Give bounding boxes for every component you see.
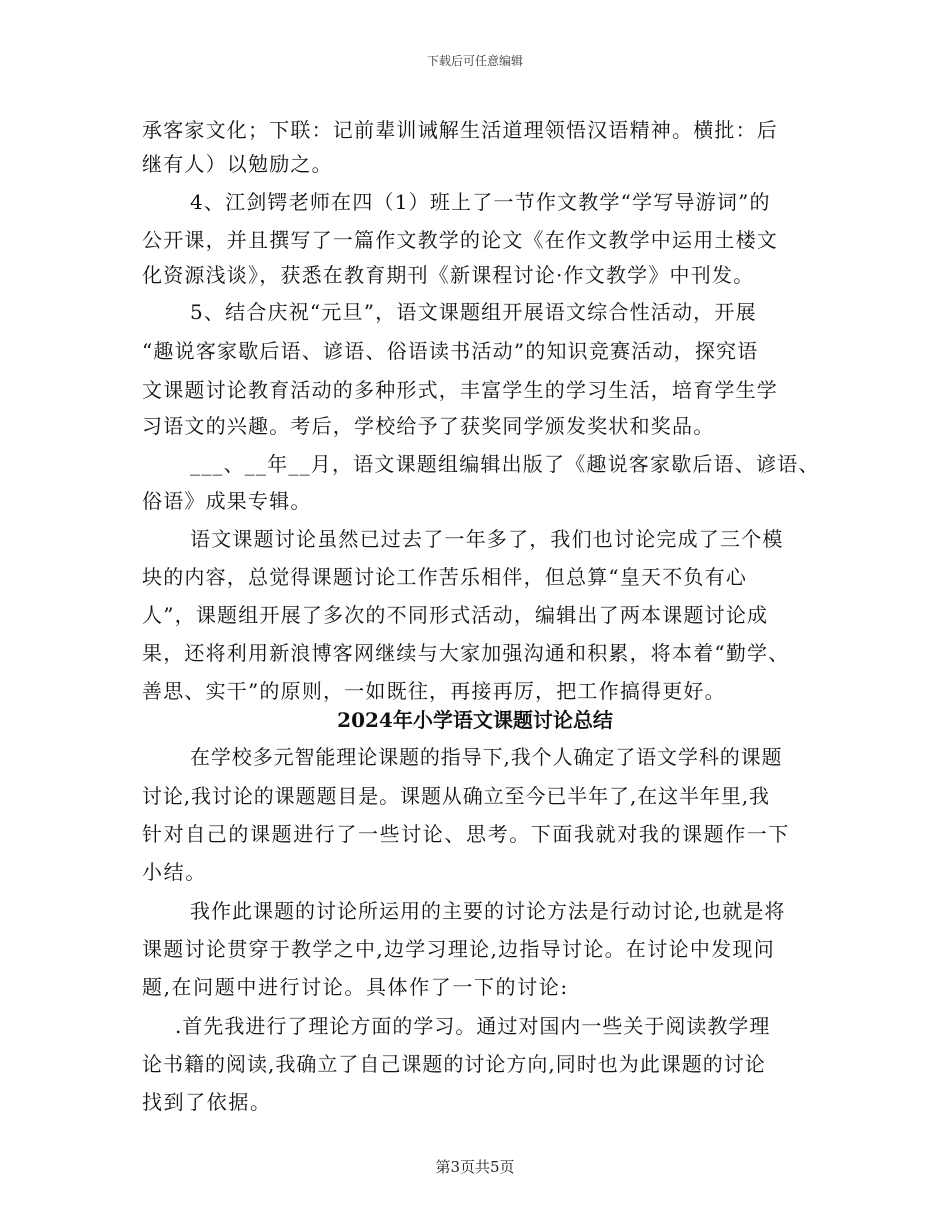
text-line: 找到了依据。 bbox=[142, 1090, 272, 1114]
page-footer: 第3页共5页 bbox=[435, 1158, 515, 1176]
text-line: 讨论,我讨论的课题题目是。课题从确立至今已半年了,在这半年里,我 bbox=[142, 784, 770, 808]
text-line: 针对自己的课题进行了一些讨论、思考。下面我就对我的课题作一下 bbox=[142, 822, 790, 846]
text-line: 题,在问题中进行讨论。具体作了一下的讨论: bbox=[142, 975, 569, 999]
text-line: 公开课，并且撰写了一篇作文教学的论文《在作文教学中运用土楼文 bbox=[142, 228, 778, 252]
text-line: 块的内容，总觉得课题讨论工作苦乐相伴，但总算“皇天不负有心 bbox=[142, 565, 748, 589]
text-line: 课题讨论贯穿于教学之中,边学习理论,边指导讨论。在讨论中发现问 bbox=[142, 937, 776, 961]
text-line: 继有人）以勉励之。 bbox=[142, 152, 333, 176]
text-line: 4、江剑锷老师在四（1）班上了一节作文教学“学写导游词”的 bbox=[190, 190, 771, 214]
text-line: 承客家文化；下联：记前辈训诫解生活道理领悟汉语精神。横批：后 bbox=[142, 118, 778, 142]
text-line: 论书籍的阅读,我确立了自己课题的讨论方向,同时也为此课题的讨论 bbox=[142, 1052, 766, 1076]
page-header: 下载后可任意编辑 bbox=[426, 54, 523, 68]
text-line: 善思、实干”的原则，一如既往，再接再厉，把工作搞得更好。 bbox=[142, 679, 726, 703]
text-line: .首先我进行了理论方面的学习。通过对国内一些关于阅读教学理 bbox=[175, 1014, 771, 1038]
text-line: 人”，课题组开展了多次的不同形式活动，编辑出了两本课题讨论成 bbox=[142, 603, 769, 627]
text-line: 我作此课题的讨论所运用的主要的讨论方法是行动讨论,也就是将 bbox=[190, 899, 786, 923]
text-line: 语文课题讨论虽然已过去了一年多了，我们也讨论完成了三个模 bbox=[190, 527, 784, 551]
text-line: 化资源浅谈》，获悉在教育期刊《新课程讨论·作文教学》中刊发。 bbox=[142, 263, 755, 287]
text-line: 在学校多元智能理论课题的指导下,我个人确定了语文学科的课题 bbox=[190, 745, 783, 769]
section-title: 2024年小学语文课题讨论总结 bbox=[337, 708, 613, 732]
text-line: 5、结合庆祝“元旦”，语文课题组开展语文综合性活动，开展 bbox=[190, 300, 757, 324]
text-line: 文课题讨论教育活动的多种形式，丰富学生的学习生活，培育学生学 bbox=[142, 378, 778, 402]
text-line: “趣说客家歇后语、谚语、俗语读书活动”的知识竞赛活动，探究语 bbox=[142, 339, 759, 363]
text-line: 小结。 bbox=[142, 860, 207, 884]
text-line: 习语文的兴趣。考后，学校给予了获奖同学颁发奖状和奖品。 bbox=[142, 414, 715, 438]
text-line: ___、__年__月，语文课题组编辑出版了《趣说客家歇后语、谚语、 bbox=[190, 452, 820, 476]
text-line: 果，还将利用新浪博客网继续与大家加强沟通和积累，将本着“勤学、 bbox=[142, 641, 790, 665]
text-line: 俗语》成果专辑。 bbox=[142, 489, 312, 513]
